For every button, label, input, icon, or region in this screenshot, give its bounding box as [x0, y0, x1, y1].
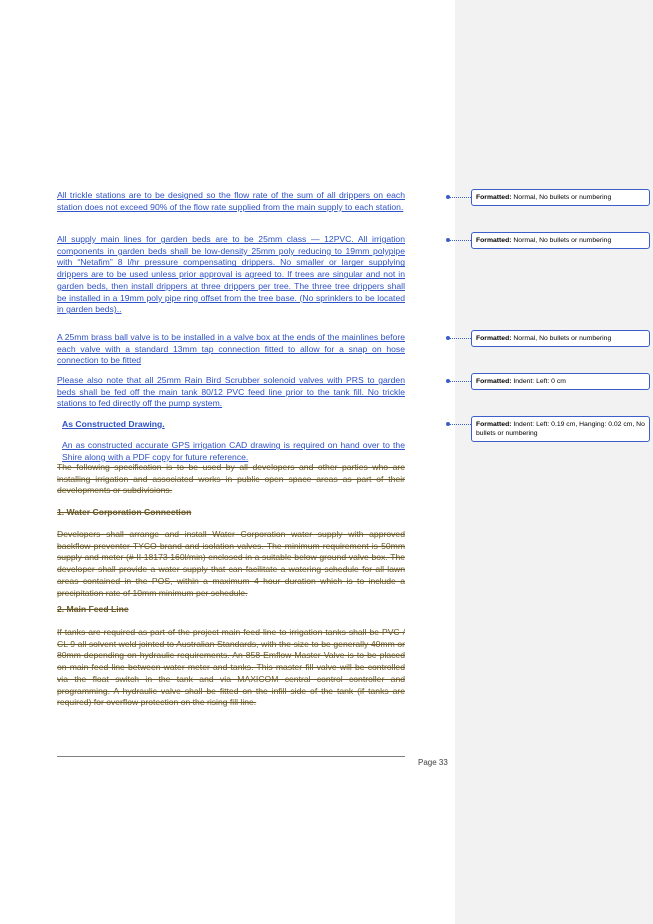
- paragraph-solenoid-valves: Please also note that all 25mm Rain Bird Scrubber solenoid valves with PRS to garden beds shall be fed off the main tank 80/12 PVC feed line prior to the tank fill. No trickle stations to fed directly off the pump system.: [57, 375, 405, 409]
- deleted-heading-water-corporation: 1. Water Corporation Connection: [57, 507, 192, 517]
- formatting-balloon[interactable]: [471, 373, 650, 390]
- page-number: Page 33: [418, 758, 448, 767]
- footer-divider: [57, 756, 405, 757]
- deleted-heading-main-feed-line: 2. Main Feed Line: [57, 604, 129, 614]
- paragraph-cad-drawing: An as constructed accurate GPS irrigation CAD drawing is required on hand over to the Shire along with a PDF copy for future reference.: [62, 440, 405, 462]
- comment-connector: [449, 424, 471, 425]
- formatting-balloon[interactable]: [471, 189, 650, 206]
- balloon-label: Formatted:: [476, 335, 512, 342]
- balloon-detail: Indent: Left: 0.19 cm, Hanging: 0.02 cm, No bullets or numbering: [476, 421, 645, 437]
- balloon-label: Formatted:: [476, 194, 512, 201]
- paragraph-supply-main-lines: All supply main lines for garden beds are to be 25mm class — 12PVC. All irrigation components in garden beds shall be low-density 25mm poly reducing to 19mm polypipe with “Netafim” 8 l/hr pressure compensating drippers. No smaller or larger supplying drippers are to be used unless prior approval is agreed to. If trees are singular and not in garden beds, then install drippers at three drippers per tree. The three tree drippers shall be installed in a 19mm poly pipe ring offset from the tree base. (No sprinklers to be located in garden beds)..: [57, 234, 405, 315]
- deleted-paragraph-water-corporation: Developers shall arrange and install Water Corporation water supply with approved backflow preventer TYCO brand and isolation valves. The minimum requirement is 50mm supply and meter (# II 18173 160l/min) enclosed in a suitable below ground valve box. The developer shall provide a water supply that can facilitate a watering schedule for all lawn areas contained in the POS, within a maximum 4 hour duration which is to include a precipitation rate of 10mm minimum per schedule.: [57, 529, 405, 598]
- paragraph-trickle-stations: All trickle stations are to be designed so the flow rate of the sum of all drippers on each station does not exceed 90% of the flow rate supplied from the main supply to each station.: [57, 190, 405, 212]
- heading-as-constructed-drawing: As Constructed Drawing.: [62, 419, 165, 429]
- formatting-balloon[interactable]: [471, 330, 650, 347]
- comment-connector: [449, 338, 471, 339]
- balloon-detail: Indent: Left: 0 cm: [513, 378, 566, 385]
- formatting-balloon[interactable]: [471, 232, 650, 249]
- balloon-label: Formatted:: [476, 421, 512, 428]
- comment-connector: [449, 381, 471, 382]
- balloon-label: Formatted:: [476, 378, 512, 385]
- comment-connector: [449, 240, 471, 241]
- balloon-detail: Normal, No bullets or numbering: [513, 335, 612, 342]
- deleted-paragraph-main-feed-line: If tanks are required as part of the project main feed line to irrigation tanks shall be PVC / CL 9 all solvent weld jointed to Australian Standards, with the size to be generally 40mm or 80mm depending on hydraulic requirements. An 858 Emflow Master Valve is to be placed on main feed line between water meter and tanks. This master fill valve will be controlled via the float switch in the tank and via MAXICOM central control controller and programming. A hydraulic valve shall be fitted on the infill side of the tank (if tanks are required) for overflow protection on the rising fill line.: [57, 627, 405, 708]
- balloon-label: Formatted:: [476, 237, 512, 244]
- markup-pane: [455, 0, 653, 924]
- balloon-detail: Normal, No bullets or numbering: [513, 237, 612, 244]
- deleted-paragraph-specification: The following specification is to be used by all developers and other parties who are installing irrigation and associated works in public open space areas as part of their developments or subdivisions.: [57, 462, 405, 496]
- paragraph-ball-valve: A 25mm brass ball valve is to be installed in a valve box at the ends of the mainlines before each valve with a standard 13mm tap connection fitted to allow for a snap on hose connection to be fitted: [57, 332, 405, 366]
- comment-connector: [449, 197, 471, 198]
- balloon-detail: Normal, No bullets or numbering: [513, 194, 612, 201]
- formatting-balloon[interactable]: [471, 416, 650, 442]
